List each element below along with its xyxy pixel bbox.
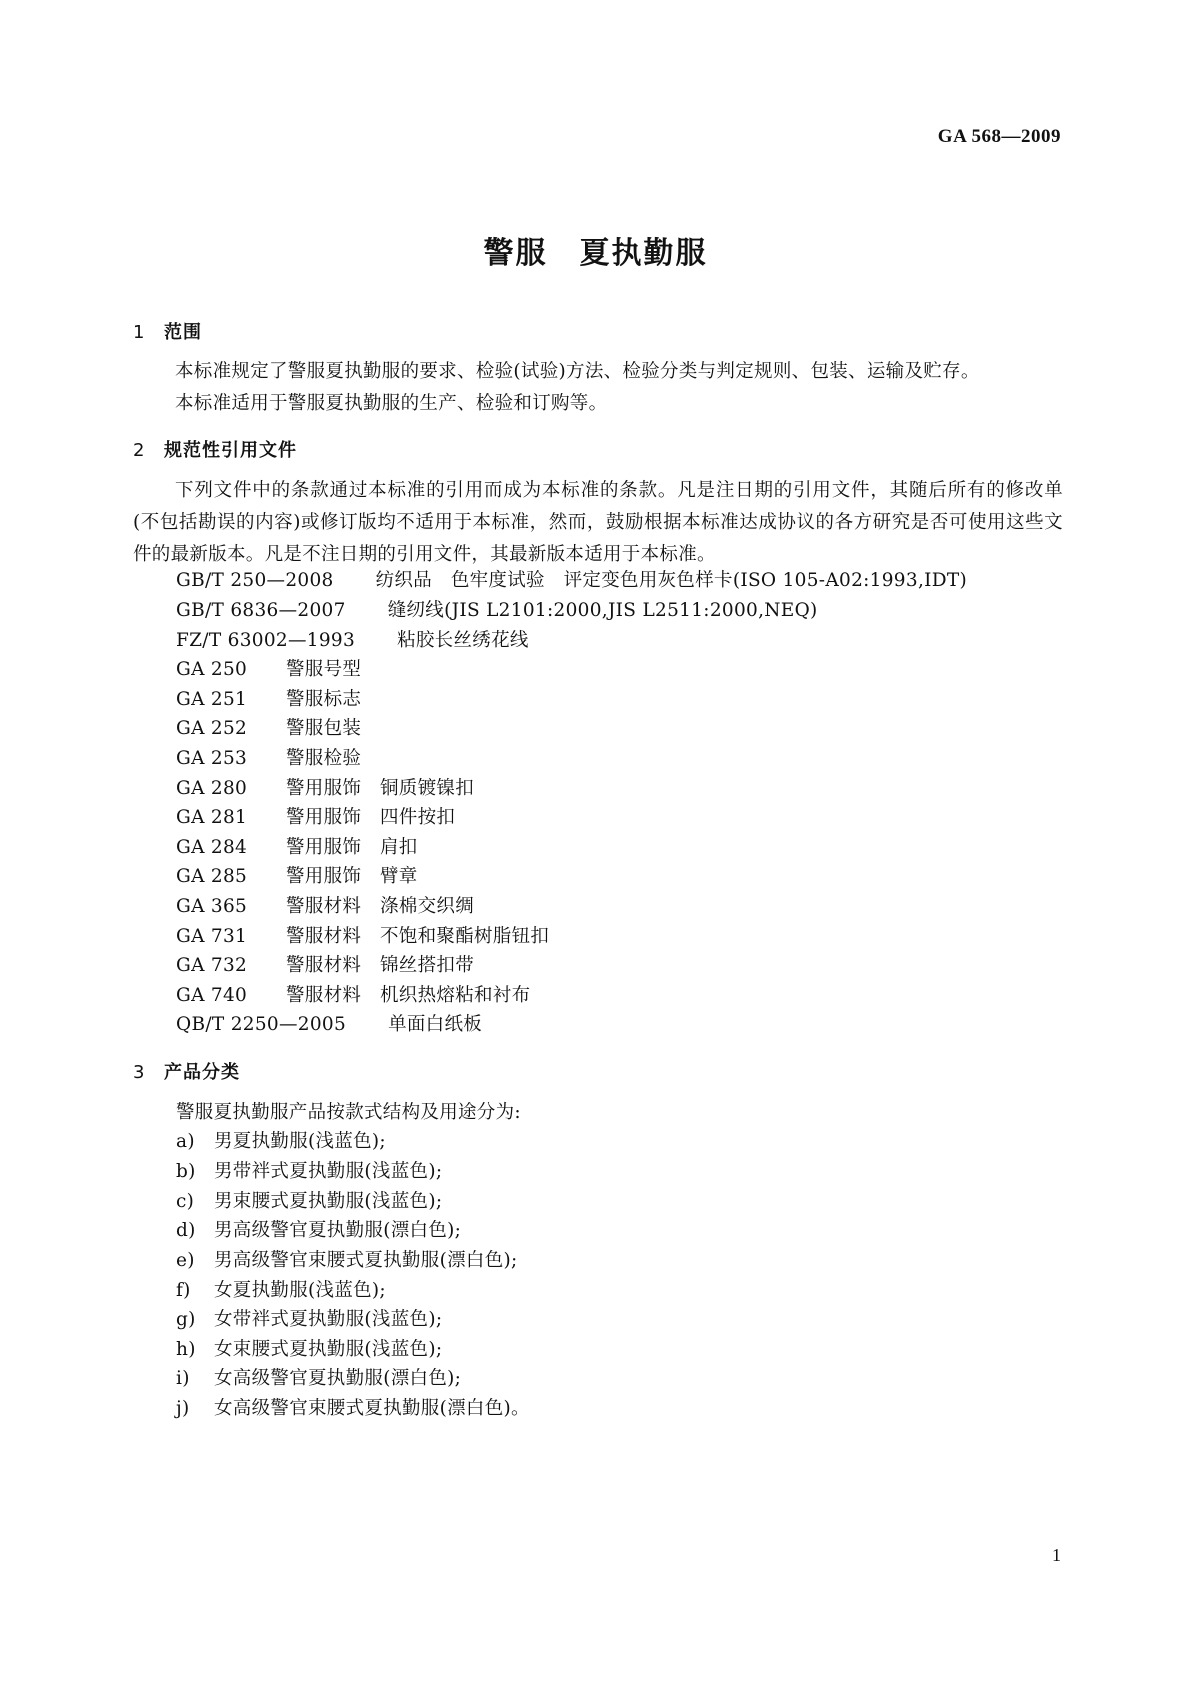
reference-item bbox=[176, 655, 361, 681]
reference-title: 警服检验 bbox=[286, 748, 362, 769]
section-number: 3 bbox=[133, 1062, 146, 1083]
reference-title: 警用服饰 臂章 bbox=[286, 866, 418, 887]
reference-item bbox=[176, 744, 361, 770]
list-marker: j) bbox=[176, 1398, 190, 1419]
reference-title: 警服材料 机织热熔粘和衬布 bbox=[286, 985, 531, 1006]
section-title: 规范性引用文件 bbox=[164, 440, 297, 461]
list-text: 女带袢式夏执勤服(浅蓝色); bbox=[214, 1309, 443, 1330]
reference-code: GA 250 bbox=[176, 659, 248, 680]
section-number: 1 bbox=[133, 322, 146, 343]
list-item bbox=[176, 1187, 442, 1213]
list-text: 女高级警官夏执勤服(漂白色); bbox=[214, 1368, 462, 1389]
section-title: 产品分类 bbox=[164, 1062, 240, 1083]
list-text: 男束腰式夏执勤服(浅蓝色); bbox=[214, 1191, 443, 1212]
reference-code: GB/T 6836—2007 bbox=[176, 600, 346, 621]
reference-code: GA 732 bbox=[176, 955, 248, 976]
section-2-heading bbox=[133, 436, 297, 462]
section-title: 范围 bbox=[164, 322, 202, 343]
list-text: 男高级警官束腰式夏执勤服(漂白色); bbox=[214, 1250, 518, 1271]
list-text: 男高级警官夏执勤服(漂白色); bbox=[214, 1220, 462, 1241]
list-text: 女高级警官束腰式夏执勤服(漂白色)。 bbox=[214, 1398, 530, 1419]
reference-item bbox=[176, 685, 361, 711]
list-item bbox=[176, 1157, 442, 1183]
list-marker: g) bbox=[176, 1309, 196, 1330]
list-text: 男夏执勤服(浅蓝色); bbox=[214, 1131, 386, 1152]
list-item bbox=[176, 1394, 530, 1420]
reference-code: GA 284 bbox=[176, 837, 248, 858]
reference-title: 警用服饰 四件按扣 bbox=[286, 807, 456, 828]
reference-code: QB/T 2250—2005 bbox=[176, 1014, 347, 1035]
reference-code: GA 281 bbox=[176, 807, 248, 828]
list-text: 男带袢式夏执勤服(浅蓝色); bbox=[214, 1161, 443, 1182]
reference-code: GA 285 bbox=[176, 866, 248, 887]
list-item bbox=[176, 1335, 442, 1361]
list-marker: b) bbox=[176, 1161, 196, 1182]
reference-item bbox=[176, 596, 818, 622]
reference-title: 警服材料 不饱和聚酯树脂钮扣 bbox=[286, 926, 550, 947]
reference-code: FZ/T 63002—1993 bbox=[176, 630, 356, 651]
reference-item bbox=[176, 833, 418, 859]
section-1-heading bbox=[133, 318, 202, 344]
list-marker: e) bbox=[176, 1250, 195, 1271]
reference-code: GA 251 bbox=[176, 689, 248, 710]
list-marker: h) bbox=[176, 1339, 196, 1360]
section-3-heading bbox=[133, 1058, 240, 1084]
list-item bbox=[176, 1364, 461, 1390]
list-item bbox=[176, 1246, 518, 1272]
list-item bbox=[176, 1305, 442, 1331]
list-marker: f) bbox=[176, 1280, 191, 1301]
list-item bbox=[176, 1276, 386, 1302]
reference-code: GA 731 bbox=[176, 926, 248, 947]
list-text: 女束腰式夏执勤服(浅蓝色); bbox=[214, 1339, 443, 1360]
reference-code: GA 280 bbox=[176, 778, 248, 799]
reference-code: GA 253 bbox=[176, 748, 248, 769]
reference-title: 警服材料 涤棉交织绸 bbox=[286, 896, 475, 917]
page-number: 1 bbox=[1052, 1545, 1061, 1565]
list-marker: d) bbox=[176, 1220, 196, 1241]
references-intro: 下列文件中的条款通过本标准的引用而成为本标准的条款。凡是注日期的引用文件，其随后所有的修改单(不包括勘误的内容)或修订版均不适用于本标准，然而，鼓励根据本标准达成协议的各方研究是否可使用这些文件的最新版本。凡是不注日期的引用文件，其最新版本适用于本标准。 bbox=[133, 480, 1063, 565]
list-marker: a) bbox=[176, 1131, 195, 1152]
scope-paragraph-2: 本标准适用于警服夏执勤服的生产、检验和订购等。 bbox=[175, 393, 608, 414]
reference-item bbox=[176, 774, 474, 800]
reference-title: 纺织品 色牢度试验 评定变色用灰色样卡(ISO 105-A02:1993,IDT) bbox=[375, 570, 968, 591]
list-item bbox=[176, 1216, 461, 1242]
list-marker: c) bbox=[176, 1191, 195, 1212]
reference-title: 警服号型 bbox=[286, 659, 362, 680]
scope-paragraph-1: 本标准规定了警服夏执勤服的要求、检验(试验)方法、检验分类与判定规则、包装、运输及贮存。 bbox=[175, 361, 980, 382]
reference-item bbox=[176, 566, 967, 592]
reference-title: 粘胶长丝绣花线 bbox=[397, 630, 529, 651]
reference-item bbox=[176, 892, 474, 918]
list-item bbox=[176, 1127, 386, 1153]
reference-title: 警用服饰 肩扣 bbox=[286, 837, 418, 858]
reference-title: 警用服饰 铜质镀镍扣 bbox=[286, 778, 475, 799]
list-text: 女夏执勤服(浅蓝色); bbox=[214, 1280, 386, 1301]
reference-item bbox=[176, 626, 529, 652]
reference-item bbox=[176, 951, 474, 977]
reference-item bbox=[176, 1010, 482, 1036]
reference-item bbox=[176, 803, 455, 829]
reference-item bbox=[176, 981, 530, 1007]
reference-title: 警服包装 bbox=[286, 718, 362, 739]
reference-title: 单面白纸板 bbox=[388, 1014, 483, 1035]
classification-intro: 警服夏执勤服产品按款式结构及用途分为: bbox=[176, 1102, 521, 1123]
reference-item bbox=[176, 714, 361, 740]
reference-code: GA 740 bbox=[176, 985, 248, 1006]
reference-title: 警服标志 bbox=[286, 689, 362, 710]
list-marker: i) bbox=[176, 1368, 190, 1389]
reference-title: 缝纫线(JIS L2101:2000,JIS L2511:2000,NEQ) bbox=[387, 600, 818, 621]
document-title: 警服 夏执勤服 bbox=[483, 236, 708, 271]
reference-title: 警服材料 锦丝搭扣带 bbox=[286, 955, 475, 976]
reference-item bbox=[176, 862, 418, 888]
reference-code: GB/T 250—2008 bbox=[176, 570, 334, 591]
reference-item bbox=[176, 922, 549, 948]
section-number: 2 bbox=[133, 440, 146, 461]
reference-code: GA 365 bbox=[176, 896, 248, 917]
reference-code: GA 252 bbox=[176, 718, 248, 739]
standard-number: GA 568—2009 bbox=[937, 126, 1061, 147]
